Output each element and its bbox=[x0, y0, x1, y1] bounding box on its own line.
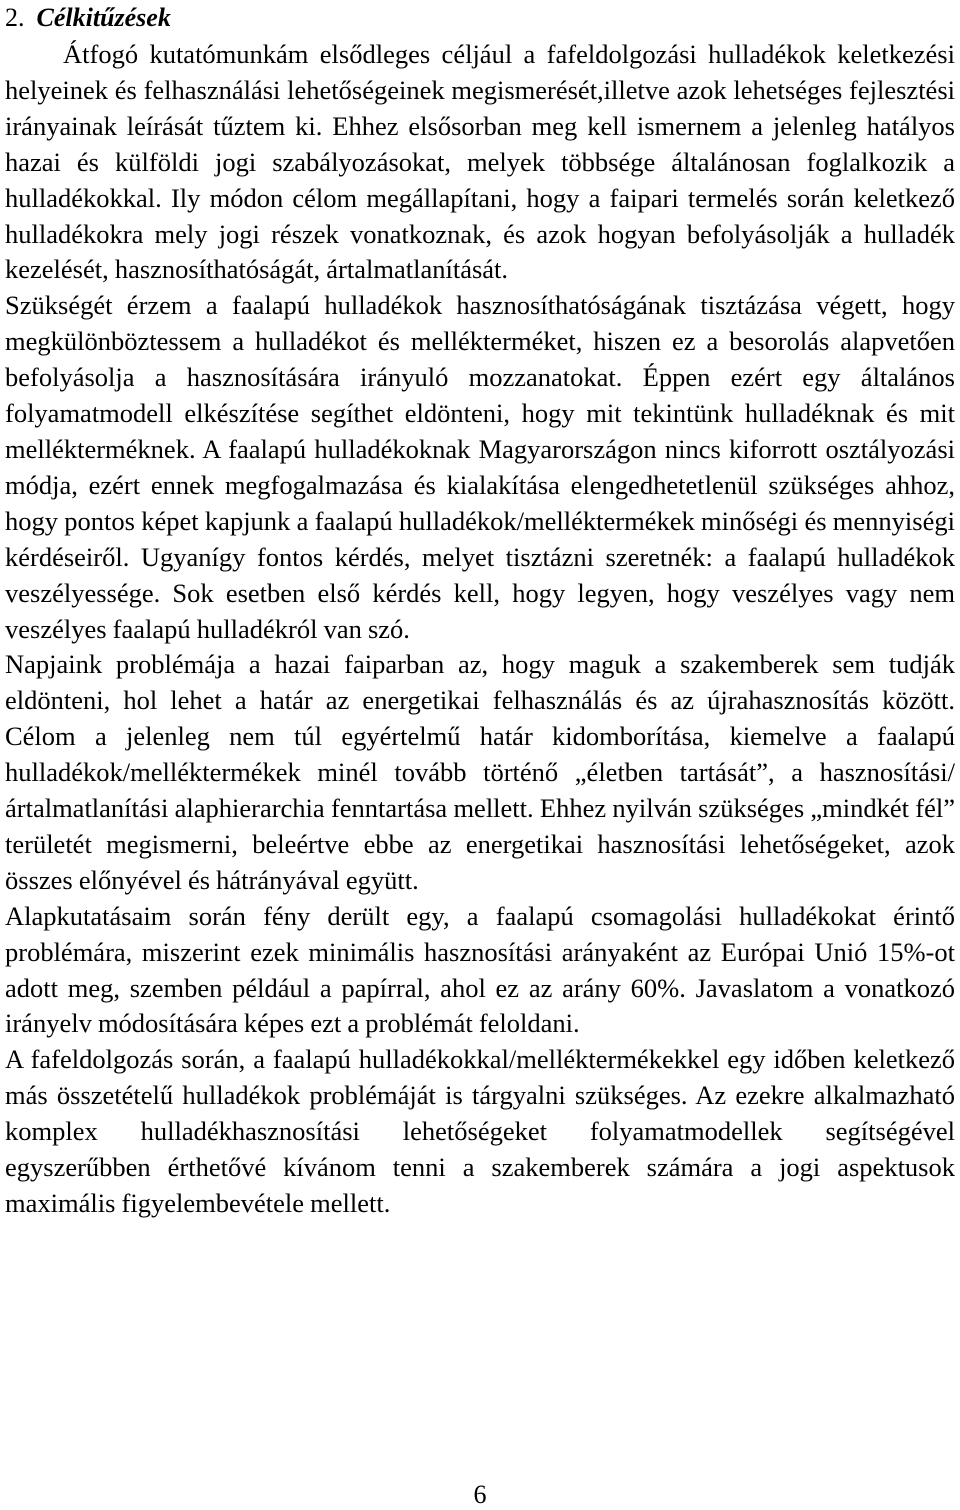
section-number: 2. bbox=[5, 3, 25, 32]
paragraph-byproduct-classification: Szükségét érzem a faalapú hulladékok hasznosíthatóságának tisztázása végett, hogy megkülönböztessem a hulladékot és mellékterméket, hiszen ez a besorolás alapvetően befolyásolja a hasznosítására irányuló mozzanatokat. Éppen ezért egy általános folyamatmodell elkészítése segíthet eldönteni, hogy mit tekintünk hulladéknak és mit mellékterméknek. A faalapú hulladékoknak Magyarországon nincs kiforrott osztályozási módja, ezért ennek megfogalmazása és kialakítása elengedhetetlenül szükséges ahhoz, hogy pontos képet kapjunk a faalapú hulladékok/melléktermékek minőségi és mennyiségi kérdéseiről. Ugyanígy fontos kérdés, melyet tisztázni szeretnék: a faalapú hulladékok veszélyessége. Sok esetben első kérdés kell, hogy legyen, hogy veszélyes vagy nem veszélyes faalapú hulladékról van szó. bbox=[5, 290, 955, 644]
paragraph-objectives-intro: Átfogó kutatómunkám elsődleges céljául a fafeldolgozási hulladékok keletkezési helyeinek és felhasználási lehetőségeinek megismerését,illetve azok lehetséges fejlesztési irányainak leírását tűztem ki. Ehhez elsősorban meg kell ismernem a jelenleg hatályos hazai és külföldi jogi szabályozásokat, melyek többsége általánosan foglalkozik a hulladékokkal. Ily módon célom megállapítani, hogy a faipari termelés során keletkező hulladékokra mely jogi részek vonatkoznak, és azok hogyan befolyásolják a hulladék kezelését, hasznosíthatóságát, ártalmatlanítását. bbox=[5, 39, 955, 285]
page-number: 6 bbox=[473, 1480, 487, 1509]
section-title: Célkitűzések bbox=[36, 3, 171, 32]
paragraph-packaging-waste: Alapkutatásaim során fény derült egy, a faalapú csomagolási hulladékokat érintő problémára, miszerint ezek minimális hasznosítási arányaként az Európai Unió 15%-ot adott meg, szemben például a papírral, ahol ez az arány 60%. Javaslatom a vonatkozó irányelv módosítására képes ezt a problémát feloldani. bbox=[5, 900, 955, 1039]
document-page bbox=[5, 0, 955, 1222]
section-heading bbox=[5, 0, 955, 37]
paragraph-complex-waste-utilization: A fafeldolgozás során, a faalapú hulladékokkal/melléktermékekkel egy időben keletkező más összetételű hulladékok problémáját is tárgyalni szükséges. Az ezekre alkalmazható komplex hulladékhasznosítási lehetőségeket folyamatmodellek segítségével egyszerűbben érthetővé kívánom tenni a szakemberek számára a jogi aspektusok maximális figyelembevétele mellett. bbox=[5, 1044, 955, 1218]
paragraph-energy-vs-recycling: Napjaink problémája a hazai faiparban az, hogy maguk a szakemberek sem tudják eldönteni, hol lehet a határ az energetikai felhasználás és az újrahasznosítás között. Célom a jelenleg nem túl egyértelmű határ kidomborítása, kiemelve a faalapú hulladékok/melléktermékek minél tovább történő „életben tartását”, a hasznosítási/ártalmatlanítási alaphierarchia fenntartása mellett. Ehhez nyilván szükséges „mindkét fél” területét megismerni, beleértve ebbe az energetikai hasznosítási lehetőségeket, azok összes előnyével és hátrányával együtt. bbox=[5, 649, 955, 895]
